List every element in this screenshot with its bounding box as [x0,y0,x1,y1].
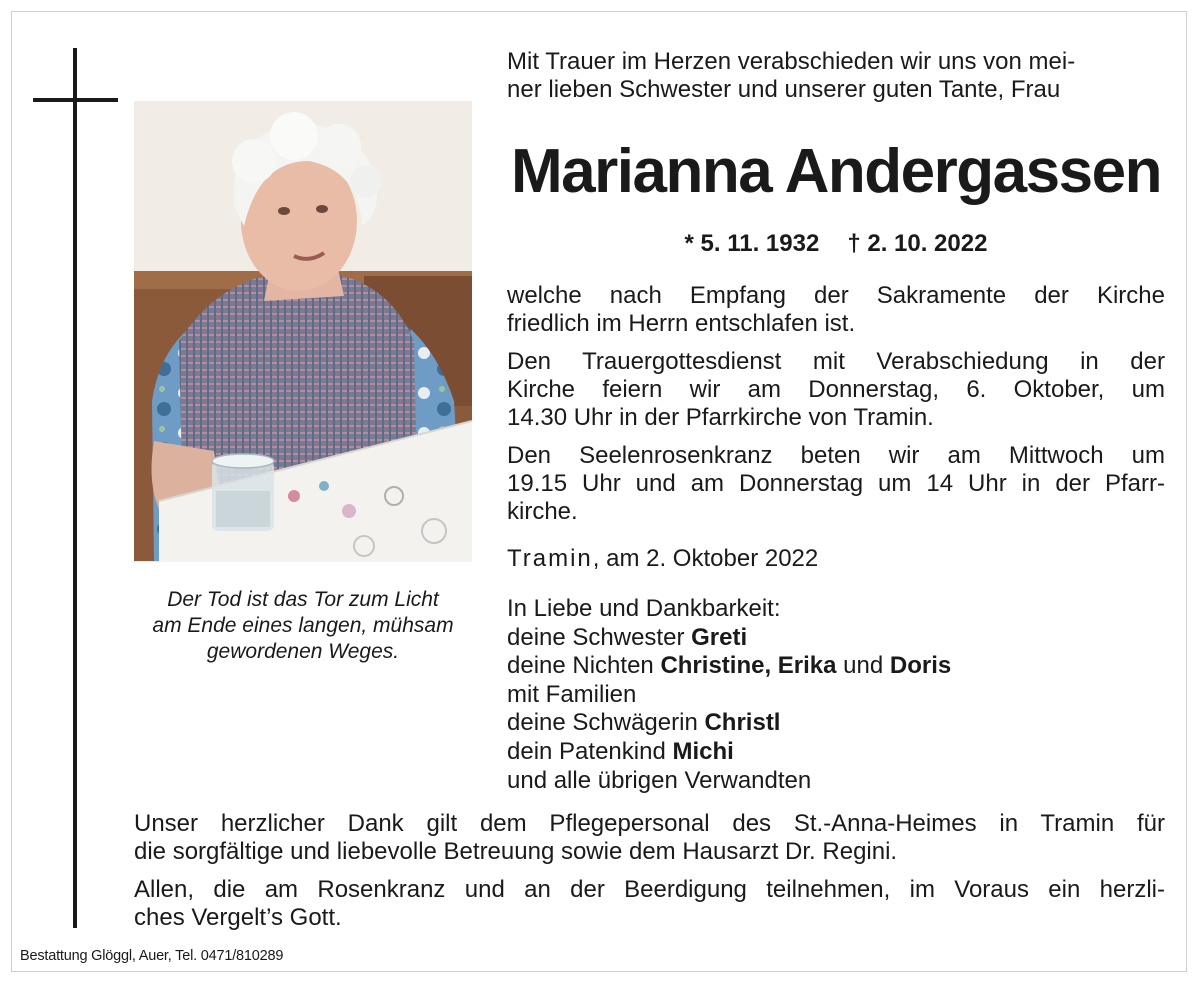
place-and-date [507,545,818,573]
portrait-photo-illustration [134,101,472,562]
cross-icon-vertical [73,48,77,928]
thanks-attendees [134,876,1165,932]
thanks-line: Unser herzlicher Dank gilt dem Pflegepersonal des St.-Anna-Heimes in Tramin für [134,810,1165,837]
caption-line: Der Tod ist das Tor zum Licht [167,588,439,611]
death-date: † 2. 10. 2022 [847,230,988,257]
birth-date: * 5. 11. 1932 [684,230,820,257]
signature-line-nieces [507,652,951,681]
signature-prefix: deine Schwägerin [507,709,705,737]
thanks-care-staff [134,810,1165,866]
signature-name: Christine, Erika [660,652,837,680]
portrait-photo [134,101,472,562]
signature-prefix: deine Nichten [507,652,661,680]
paragraph-line: Kirche feiern wir am Donnerstag, 6. Oktober, um [507,376,1165,403]
caption-line: am Ende eines langen, mühsam [152,614,454,637]
signature-opening: In Liebe und Dankbarkeit: [507,595,781,622]
paragraph-line: 14.30 Uhr in der Pfarrkirche von Tramin. [507,404,934,431]
signature-conjunction: und [836,652,890,680]
signature-line-families: mit Familien [507,680,637,708]
signature-name: Michi [672,737,734,765]
paragraph-rosary [507,442,1165,526]
signature-line-relatives: und alle übrigen Verwandten [507,766,812,794]
caption-line: gewordenen Weges. [206,640,400,663]
signature-line-sister-in-law [507,709,951,738]
intro-text [507,48,1165,104]
signature-name: Christl [704,709,781,737]
thanks-line: die sorgfältige und liebevolle Betreuung sowie dem Hausarzt Dr. Regini. [134,838,898,865]
intro-line: ner lieben Schwester und unserer guten Tante, Frau [507,76,1061,103]
paragraph-line: kirche. [507,498,578,525]
signature-name: Doris [889,652,952,680]
mourners-signature [507,595,951,795]
paragraph-line: Den Seelenrosenkranz beten wir am Mittwoch um [507,442,1165,469]
paragraph-line: welche nach Empfang der Sakramente der Kirche [507,282,1165,309]
signature-prefix: dein Patenkind [507,737,673,765]
notice-date: , am 2. Oktober 2022 [592,545,819,572]
thanks-line: Allen, die am Rosenkranz und an der Beerdigung teilnehmen, im Voraus ein herzli- [134,876,1165,903]
paragraph-line: friedlich im Herrn entschlafen ist. [507,310,856,337]
intro-line: Mit Trauer im Herzen verabschieden wir uns von mei- [507,48,1076,75]
signature-prefix: deine Schwester [507,623,692,651]
signature-name: Greti [691,623,748,651]
life-dates [507,229,1165,259]
paragraph-line: Den Trauergottesdienst mit Verabschiedung in der [507,348,1165,375]
photo-caption [120,587,486,665]
undertaker-contact: Bestattung Glöggl, Auer, Tel. 0471/810289 [20,948,284,964]
signature-line-godchild [507,738,951,767]
paragraph-line: 19.15 Uhr und am Donnerstag um 14 Uhr in der Pfarr- [507,470,1165,497]
place-name: Tramin [507,545,593,572]
paragraph-sacraments [507,282,1165,338]
cross-icon-horizontal [33,98,118,102]
deceased-name: Marianna Andergassen [511,137,1161,206]
paragraph-funeral-service [507,348,1165,432]
signature-line-sister [507,624,951,653]
thanks-line: ches Vergelt’s Gott. [134,904,342,931]
